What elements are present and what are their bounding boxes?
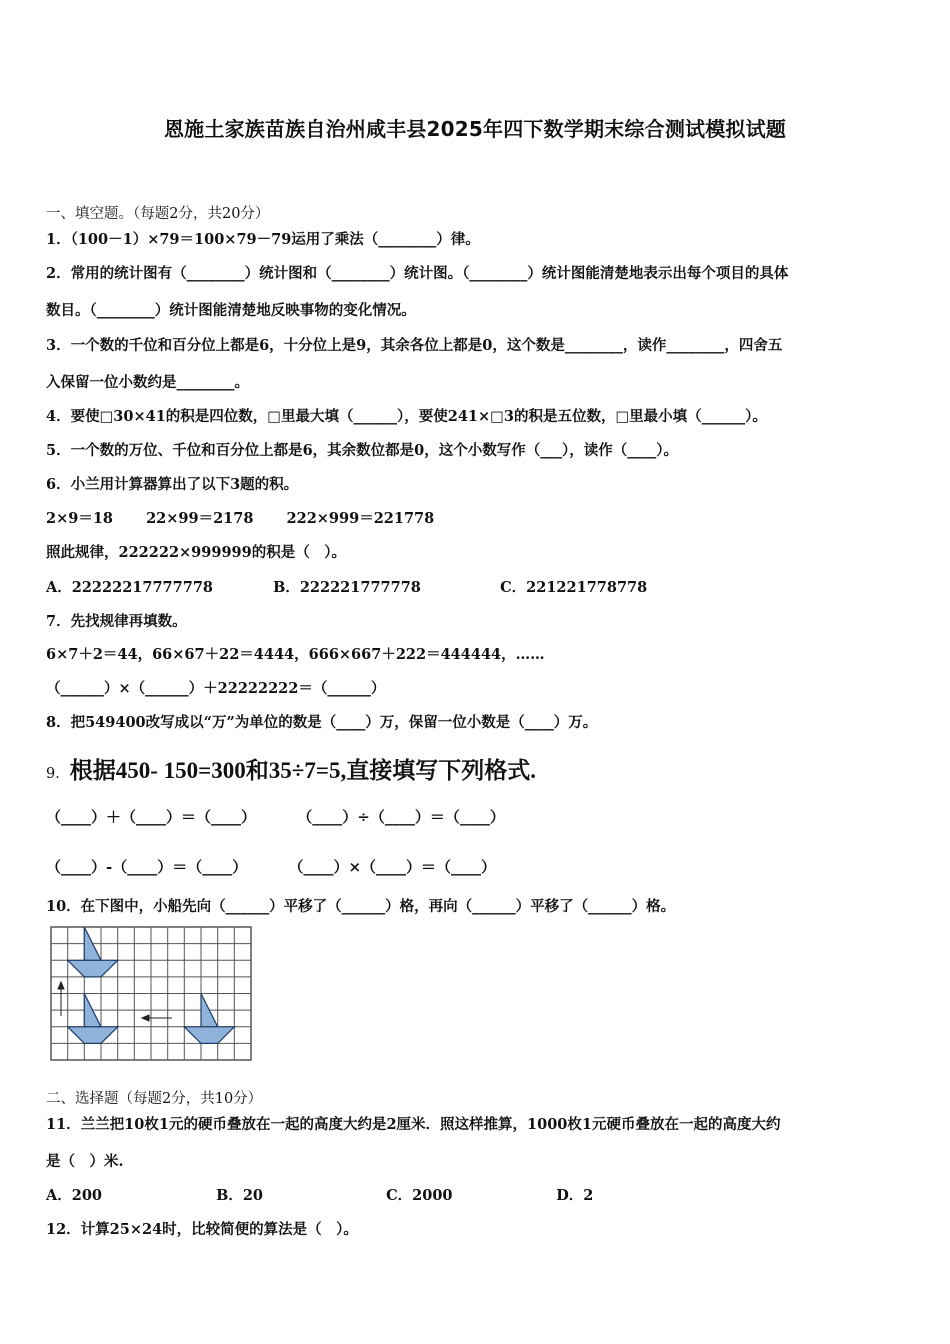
equation-1: 2×9＝18 xyxy=(46,510,114,527)
option-c: C．2000 xyxy=(386,1187,453,1204)
equation-3: 222×999＝221778 xyxy=(286,510,435,527)
option-a: A．200 xyxy=(46,1187,103,1204)
question-5: 5．一个数的万位、千位和百分位上都是6，其余数位都是0，这个小数写作（___），读作（____）。 xyxy=(46,442,679,459)
question-9-row2 xyxy=(46,856,496,877)
boat-bottom-right xyxy=(184,994,234,1044)
formula-subtract: （____）-（____）＝（____） xyxy=(46,858,248,876)
question-10: 10．在下图中，小船先向（______）平移了（______）格，再向（______）平移了（______）格。 xyxy=(46,898,676,915)
formula-add: （____）＋（____）＝（____） xyxy=(46,808,257,826)
option-a: A．22222217777778 xyxy=(46,579,213,596)
question-8: 8．把549400改写成以“万”为单位的数是（____）万，保留一位小数是（____）万。 xyxy=(46,714,598,731)
question-6-equations xyxy=(46,507,434,528)
question-6-options xyxy=(46,576,647,597)
formula-multiply: （____）×（____）＝（____） xyxy=(288,858,497,876)
section1-header: 一、填空题。（每题2分，共20分） xyxy=(46,206,270,222)
section2-header: 二、选择题（每题2分，共10分） xyxy=(46,1091,263,1107)
question-11-line2: 是（ ）米. xyxy=(46,1153,124,1170)
question-3-line2: 入保留一位小数约是________。 xyxy=(46,374,249,391)
question-2-line1: 2．常用的统计图有（________）统计图和（________）统计图。（________）统计图能清楚地表示出每个项目的具体 xyxy=(46,265,789,282)
equation-2: 22×99＝2178 xyxy=(146,510,254,527)
question-2-line2: 数目。（________）统计图能清楚地反映事物的变化情况。 xyxy=(46,302,416,319)
question-7-stem: 7．先找规律再填数。 xyxy=(46,613,187,630)
question-9-stem: 根据450- 150=300和35÷7=5,直接填写下列格式. xyxy=(69,758,536,783)
question-12: 12．计算25×24时，比较简便的算法是（ ）。 xyxy=(46,1221,358,1238)
option-c: C．221221778778 xyxy=(500,579,648,596)
up-arrow-icon xyxy=(58,982,64,1016)
question-11-line1: 11．兰兰把10枚1元的硬币叠放在一起的高度大约是2厘米．照这样推算，1000枚1元硬币叠放在一起的高度大约 xyxy=(46,1116,781,1133)
question-9-row1 xyxy=(46,806,505,827)
boat-bottom-left xyxy=(68,994,118,1044)
question-9-number: 9． xyxy=(46,766,70,782)
question-3-line1: 3．一个数的千位和百分位上都是6，十分位上是9，其余各位上都是0，这个数是________，读作________，四舍五 xyxy=(46,337,783,354)
question-7-pattern: 6×7＋2＝44，66×67＋22＝4444，666×667＋222＝444444，…… xyxy=(46,646,545,663)
question-11-options xyxy=(46,1184,593,1205)
option-d: D．2 xyxy=(556,1187,594,1204)
question-6-ask: 照此规律，222222×999999的积是（ ）。 xyxy=(46,544,346,561)
question-4: 4．要使□30×41的积是四位数，□里最大填（______），要使241×□3的积是五位数，□里最小填（______）。 xyxy=(46,408,767,425)
question-7-blank: （______）×（______）＋22222222＝（______） xyxy=(46,680,386,697)
page-title: 恩施土家族苗族自治州咸丰县2025年四下数学期末综合测试模拟试题 xyxy=(163,117,787,141)
question-1: 1．（100－1）×79＝100×79－79运用了乘法（________）律。 xyxy=(46,231,480,248)
boat-top xyxy=(68,927,118,977)
formula-divide: （____）÷（____）＝（____） xyxy=(297,808,505,826)
boat-grid-figure xyxy=(48,924,254,1064)
question-9 xyxy=(46,752,536,785)
option-b: B．222221777778 xyxy=(273,579,421,596)
question-6-stem: 6．小兰用计算器算出了以下3题的积。 xyxy=(46,476,299,493)
option-b: B．20 xyxy=(216,1187,263,1204)
